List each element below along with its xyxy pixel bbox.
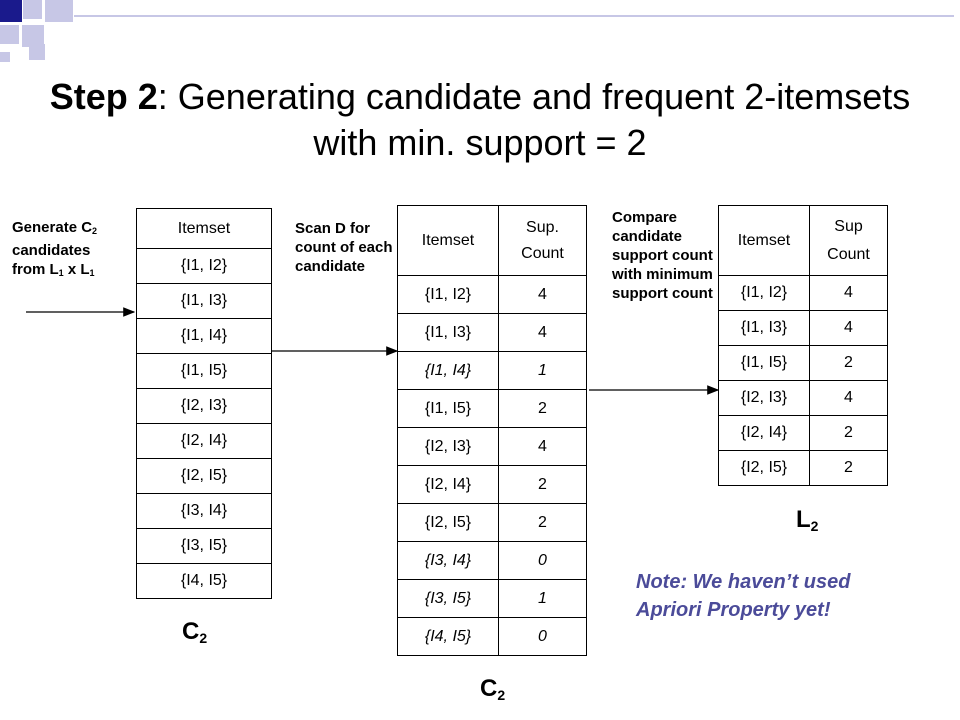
count-cell: 4 <box>499 428 587 466</box>
itemset-cell: {I4, I5} <box>137 564 272 599</box>
generate-note-text: from L <box>12 261 59 278</box>
table-row <box>398 466 587 504</box>
table-row <box>398 504 587 542</box>
table-row <box>398 390 587 428</box>
table-row <box>719 416 888 451</box>
generate-note-text: candidates <box>12 242 91 259</box>
table-row <box>137 319 272 354</box>
itemset-cell: {I1, I2} <box>719 276 810 311</box>
c2-table <box>136 208 272 599</box>
itemset-cell: {I3, I4} <box>398 542 499 580</box>
itemset-cell: {I1, I2} <box>398 276 499 314</box>
table-row <box>398 352 587 390</box>
table-row <box>398 428 587 466</box>
apriori-note: Note: We haven’t used Apriori Property yet! <box>636 571 851 621</box>
itemset-cell: {I2, I4} <box>137 424 272 459</box>
c2-count-table <box>397 205 587 656</box>
itemset-cell: {I2, I5} <box>719 451 810 486</box>
table-row <box>137 284 272 319</box>
itemset-cell: {I2, I3} <box>398 428 499 466</box>
count-cell: 2 <box>499 390 587 428</box>
header-count-line: Sup. <box>526 218 559 236</box>
count-cell: 2 <box>810 416 888 451</box>
table-row <box>137 529 272 564</box>
table-row <box>719 381 888 416</box>
itemset-cell: {I2, I3} <box>137 389 272 424</box>
table-row <box>137 459 272 494</box>
itemset-cell: {I2, I5} <box>398 504 499 542</box>
generate-note-sub: 1 <box>89 268 95 278</box>
itemset-cell: {I1, I5} <box>719 346 810 381</box>
count-cell: 0 <box>499 618 587 656</box>
table-header <box>499 206 587 276</box>
header-count-line: Count <box>521 244 564 262</box>
label-main: C <box>480 675 498 702</box>
count-cell: 4 <box>499 314 587 352</box>
table-row <box>137 389 272 424</box>
table-row <box>137 354 272 389</box>
count-cell: 2 <box>499 504 587 542</box>
itemset-cell: {I1, I4} <box>398 352 499 390</box>
c2-mid-label <box>480 675 505 703</box>
count-cell: 2 <box>810 451 888 486</box>
itemset-cell: {I2, I5} <box>137 459 272 494</box>
count-cell: 1 <box>499 580 587 618</box>
table-row <box>398 314 587 352</box>
l2-label <box>796 506 818 534</box>
table-row <box>398 206 587 276</box>
table-row <box>137 564 272 599</box>
title-step: Step 2 <box>49 76 158 117</box>
label-main: L <box>796 506 811 533</box>
count-cell: 2 <box>810 346 888 381</box>
itemset-cell: {I1, I3} <box>137 284 272 319</box>
itemset-cell: {I1, I5} <box>137 354 272 389</box>
itemset-cell: {I1, I4} <box>137 319 272 354</box>
title-rest: : Generating candidate and frequent 2-itemsets with min. support = 2 <box>157 76 911 163</box>
table-header: Itemset <box>398 206 499 276</box>
count-cell: 0 <box>499 542 587 580</box>
count-cell: 4 <box>810 276 888 311</box>
table-row <box>137 494 272 529</box>
table-row <box>719 276 888 311</box>
count-cell: 2 <box>499 466 587 504</box>
label-sub: 2 <box>497 687 506 703</box>
generate-note-text: x L <box>63 261 90 278</box>
itemset-cell: {I1, I2} <box>137 249 272 284</box>
compare-note: Compare candidate support count with minimum support count <box>612 209 713 302</box>
generate-note-sub: 1 <box>58 268 64 278</box>
count-cell: 4 <box>810 381 888 416</box>
count-cell: 1 <box>499 352 587 390</box>
itemset-cell: {I2, I3} <box>719 381 810 416</box>
table-row <box>398 276 587 314</box>
table-row <box>398 618 587 656</box>
itemset-cell: {I3, I4} <box>137 494 272 529</box>
itemset-cell: {I3, I5} <box>137 529 272 564</box>
itemset-cell: {I2, I4} <box>398 466 499 504</box>
table-row <box>137 249 272 284</box>
table-header: Itemset <box>719 206 810 276</box>
table-row <box>719 206 888 276</box>
header-count-line: Sup <box>834 217 863 235</box>
l2-table <box>718 205 888 486</box>
table-row <box>398 542 587 580</box>
label-sub: 2 <box>810 518 819 534</box>
itemset-cell: {I4, I5} <box>398 618 499 656</box>
table-row <box>137 209 272 249</box>
c2-left-label <box>182 618 207 646</box>
table-header <box>810 206 888 276</box>
table-row <box>719 346 888 381</box>
header-count-line: Count <box>827 245 870 263</box>
label-sub: 2 <box>199 630 208 646</box>
table-row <box>719 451 888 486</box>
itemset-cell: {I1, I5} <box>398 390 499 428</box>
count-cell: 4 <box>499 276 587 314</box>
generate-note-text: Generate C <box>12 219 93 236</box>
scan-note: Scan D for count of each candidate <box>295 220 393 275</box>
itemset-cell: {I1, I3} <box>398 314 499 352</box>
table-row <box>719 311 888 346</box>
generate-note-sub: 2 <box>92 226 98 236</box>
itemset-cell: {I3, I5} <box>398 580 499 618</box>
table-header: Itemset <box>137 209 272 249</box>
table-row <box>398 580 587 618</box>
table-row <box>137 424 272 459</box>
itemset-cell: {I2, I4} <box>719 416 810 451</box>
itemset-cell: {I1, I3} <box>719 311 810 346</box>
count-cell: 4 <box>810 311 888 346</box>
label-main: C <box>182 618 200 645</box>
